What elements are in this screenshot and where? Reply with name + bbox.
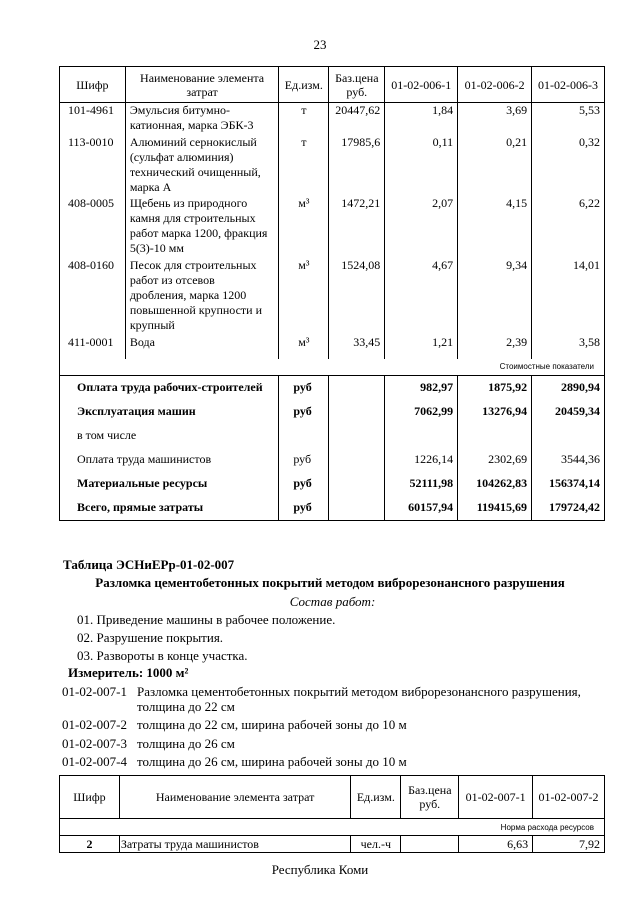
row-v3: 5,53 <box>532 103 605 135</box>
section-subtitle: Разломка цементобетонных покрытий методом виброрезонансного разрушения <box>95 575 565 590</box>
resource-table <box>59 66 605 521</box>
summary-unit: руб <box>279 375 329 400</box>
summary-unit: руб <box>279 448 329 472</box>
header-price: Баз.цена руб. <box>401 776 459 819</box>
variant-code: 01-02-007-1 <box>62 684 127 699</box>
summary-row <box>60 400 605 424</box>
row-price: 1524,08 <box>329 258 385 335</box>
summary-row <box>60 496 605 521</box>
summary-name: Оплата труда машинистов <box>60 448 279 472</box>
table-row <box>60 135 605 196</box>
summary-v3: 3544,36 <box>532 448 605 472</box>
row-v1: 6,63 <box>459 836 533 853</box>
norms-table <box>59 775 605 853</box>
row-name: Алюминий сернокислый (сульфат алюминия) технический очищенный, марка А <box>125 135 279 196</box>
summary-v2: 2302,69 <box>458 448 532 472</box>
summary-v1: 7062,99 <box>385 400 458 424</box>
row-v1: 2,07 <box>385 196 458 258</box>
work-item: 03. Развороты в конце участка. <box>77 648 248 663</box>
row-price: 1472,21 <box>329 196 385 258</box>
header-col3: 01-02-006-3 <box>532 67 605 103</box>
row-unit: м³ <box>279 335 329 359</box>
row-price: 33,45 <box>329 335 385 359</box>
summary-v3 <box>532 424 605 448</box>
header-unit: Ед.изм. <box>279 67 329 103</box>
variant-text: Разломка цементобетонных покрытий методом виброрезонансного разрушения, толщина до 22 см <box>137 684 581 714</box>
row-v2: 9,34 <box>458 258 532 335</box>
table-row <box>60 258 605 335</box>
row-v2: 7,92 <box>533 836 605 853</box>
variant-text: толщина до 26 см <box>137 736 235 751</box>
header-unit: Ед.изм. <box>351 776 401 819</box>
norms-caption: Норма расхода ресурсов <box>60 819 605 836</box>
summary-unit: руб <box>279 400 329 424</box>
row-price: 20447,62 <box>329 103 385 135</box>
variant-text: толщина до 22 см, ширина рабочей зоны до 10 м <box>137 717 407 732</box>
header-col2: 01-02-007-2 <box>533 776 605 819</box>
summary-unit <box>279 424 329 448</box>
row-name: Вода <box>125 335 279 359</box>
header-price: Баз.цена руб. <box>329 67 385 103</box>
summary-v2 <box>458 424 532 448</box>
summary-v3: 20459,34 <box>532 400 605 424</box>
row-name: Щебень из природного камня для строительных работ марка 1200, фракция 5(3)-10 мм <box>125 196 279 258</box>
summary-row <box>60 424 605 448</box>
summary-row <box>60 472 605 496</box>
row-v3: 3,58 <box>532 335 605 359</box>
row-v2: 3,69 <box>458 103 532 135</box>
row-unit: чел.-ч <box>351 836 401 853</box>
row-code: 101-4961 <box>60 103 126 135</box>
table-title: Таблица ЭСНиЕРр-01-02-007 <box>63 557 235 572</box>
header-code: Шифр <box>60 67 126 103</box>
summary-v1: 52111,98 <box>385 472 458 496</box>
cost-caption: Стоимостные показатели <box>60 359 605 376</box>
summary-row <box>60 448 605 472</box>
summary-name: Оплата труда рабочих-строителей <box>60 375 279 400</box>
header-col1: 01-02-007-1 <box>459 776 533 819</box>
row-name: Эмульсия битумно-катионная, марка ЭБК-3 <box>125 103 279 135</box>
row-unit: м³ <box>279 196 329 258</box>
summary-v2: 119415,69 <box>458 496 532 521</box>
summary-name: Материальные ресурсы <box>60 472 279 496</box>
summary-v1 <box>385 424 458 448</box>
table-row <box>60 836 605 853</box>
row-v1: 4,67 <box>385 258 458 335</box>
row-v3: 0,32 <box>532 135 605 196</box>
row-code: 408-0005 <box>60 196 126 258</box>
row-v3: 6,22 <box>532 196 605 258</box>
variant-text: толщина до 26 см, ширина рабочей зоны до 10 м <box>137 754 407 769</box>
row-v3: 14,01 <box>532 258 605 335</box>
row-v2: 4,15 <box>458 196 532 258</box>
row-unit: т <box>279 135 329 196</box>
work-item: 02. Разрушение покрытия. <box>77 630 224 645</box>
header-name: Наименование элемента затрат <box>119 776 350 819</box>
row-code: 408-0160 <box>60 258 126 335</box>
header-code: Шифр <box>60 776 120 819</box>
row-v2: 0,21 <box>458 135 532 196</box>
summary-name: Эксплуатация машин <box>60 400 279 424</box>
summary-v2: 104262,83 <box>458 472 532 496</box>
summary-unit: руб <box>279 496 329 521</box>
summary-v1: 60157,94 <box>385 496 458 521</box>
summary-row <box>60 375 605 400</box>
summary-v1: 982,97 <box>385 375 458 400</box>
row-name: Затраты труда машинистов <box>119 836 350 853</box>
footer-region: Республика Коми <box>271 862 369 877</box>
variant-code: 01-02-007-2 <box>62 717 127 732</box>
row-v1: 0,11 <box>385 135 458 196</box>
work-item: 01. Приведение машины в рабочее положение. <box>77 612 336 627</box>
row-name: Песок для строительных работ из отсевов дробления, марка 1200 повышенной крупности и крупный <box>125 258 279 335</box>
row-v2: 2,39 <box>458 335 532 359</box>
summary-v1: 1226,14 <box>385 448 458 472</box>
row-price: 17985,6 <box>329 135 385 196</box>
table-row <box>60 103 605 135</box>
row-unit: т <box>279 103 329 135</box>
summary-v3: 2890,94 <box>532 375 605 400</box>
measure-label: Измеритель: 1000 м² <box>68 665 189 680</box>
row-price <box>401 836 459 853</box>
row-v1: 1,84 <box>385 103 458 135</box>
table-row <box>60 196 605 258</box>
row-code: 411-0001 <box>60 335 126 359</box>
composition-title: Состав работ: <box>289 594 376 609</box>
header-col1: 01-02-006-1 <box>385 67 458 103</box>
row-v1: 1,21 <box>385 335 458 359</box>
row-code: 113-0010 <box>60 135 126 196</box>
summary-name: Всего, прямые затраты <box>60 496 279 521</box>
table-row <box>60 335 605 359</box>
summary-v3: 179724,42 <box>532 496 605 521</box>
variant-code: 01-02-007-4 <box>62 754 127 769</box>
header-name: Наименование элемента затрат <box>125 67 279 103</box>
row-code: 2 <box>60 836 120 853</box>
summary-name: в том числе <box>60 424 279 448</box>
page-number: 23 <box>313 37 327 52</box>
header-col2: 01-02-006-2 <box>458 67 532 103</box>
summary-v3: 156374,14 <box>532 472 605 496</box>
summary-v2: 13276,94 <box>458 400 532 424</box>
summary-v2: 1875,92 <box>458 375 532 400</box>
variant-code: 01-02-007-3 <box>62 736 127 751</box>
summary-unit: руб <box>279 472 329 496</box>
row-unit: м³ <box>279 258 329 335</box>
